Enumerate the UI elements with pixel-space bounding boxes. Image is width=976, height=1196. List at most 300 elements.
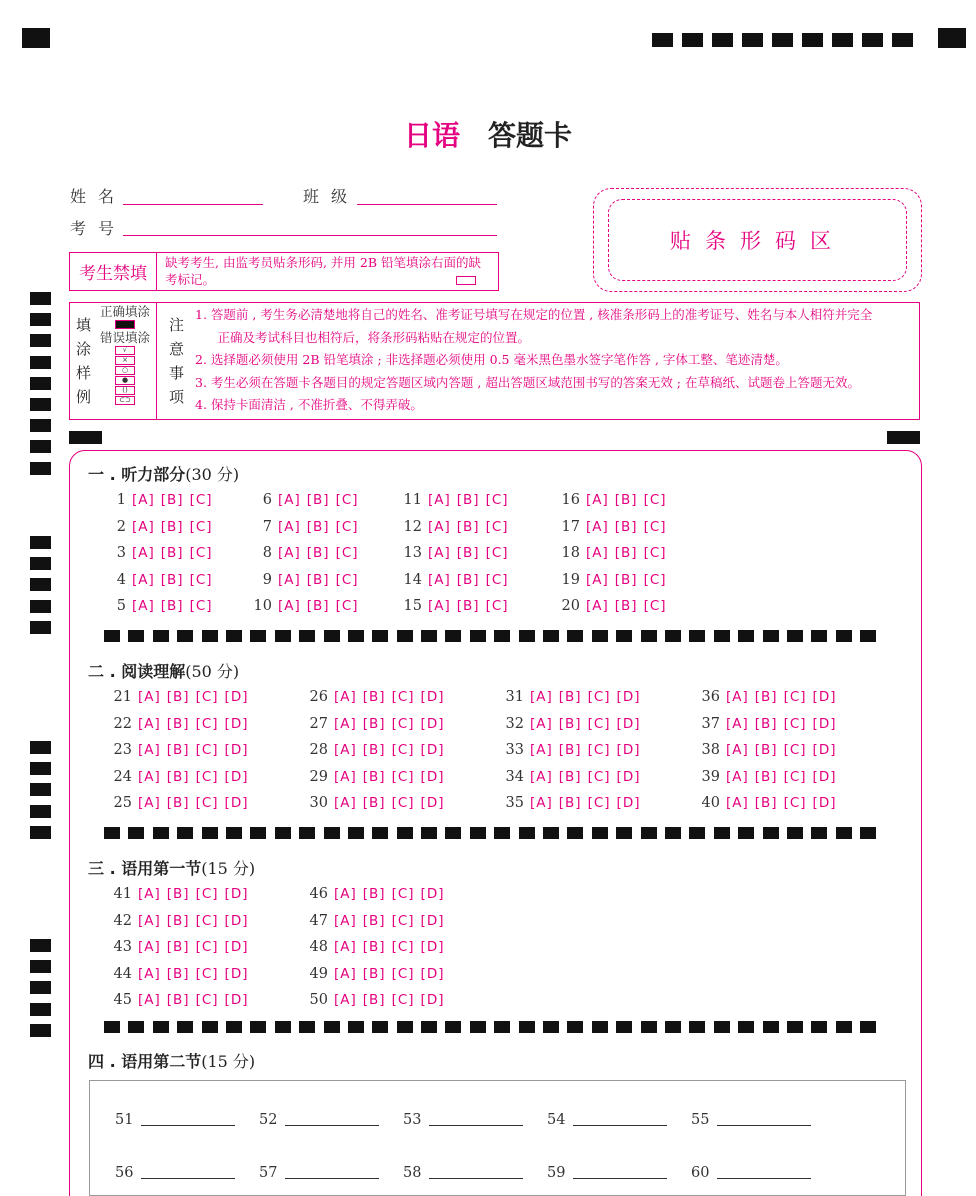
separator-mark bbox=[299, 630, 315, 642]
answer-line[interactable] bbox=[429, 1178, 523, 1179]
answer-line[interactable] bbox=[285, 1178, 379, 1179]
separator-mark bbox=[665, 827, 681, 839]
answer-line[interactable] bbox=[429, 1125, 523, 1126]
option-d-bubble[interactable]: [D] bbox=[812, 742, 837, 758]
separator-mark bbox=[299, 827, 315, 839]
option-a-bubble[interactable]: [A] bbox=[530, 742, 553, 758]
option-b-bubble[interactable]: [B] bbox=[456, 571, 480, 588]
option-d-bubble[interactable]: [D] bbox=[616, 689, 641, 705]
timing-mark bbox=[30, 1024, 51, 1037]
timing-mark bbox=[30, 762, 51, 775]
question-number: 45 bbox=[113, 992, 132, 1008]
option-a-bubble[interactable]: [A] bbox=[586, 598, 609, 614]
option-a-bubble[interactable]: [A] bbox=[278, 571, 301, 588]
separator-mark bbox=[836, 1021, 852, 1033]
option-a-bubble[interactable]: [A] bbox=[138, 742, 161, 758]
separator-mark bbox=[811, 827, 827, 839]
separator-mark bbox=[689, 630, 705, 642]
wrong-mark: ○ bbox=[115, 366, 135, 375]
option-b-bubble[interactable]: [B] bbox=[362, 795, 386, 811]
question-35 bbox=[496, 795, 640, 811]
option-d-bubble[interactable]: [D] bbox=[420, 992, 445, 1008]
option-a-bubble[interactable]: [A] bbox=[726, 795, 749, 811]
option-c-bubble[interactable]: [C] bbox=[391, 768, 415, 785]
option-d-bubble[interactable]: [D] bbox=[420, 715, 445, 732]
option-b-bubble[interactable]: [B] bbox=[306, 598, 330, 614]
question-number: 11 bbox=[403, 492, 422, 508]
separator-mark bbox=[665, 1021, 681, 1033]
option-d-bubble[interactable]: [D] bbox=[616, 795, 641, 811]
separator-mark bbox=[421, 1021, 437, 1033]
option-a-bubble[interactable]: [A] bbox=[132, 518, 155, 535]
separator-mark bbox=[738, 630, 754, 642]
timing-mark bbox=[22, 28, 50, 48]
wrong-mark: ● bbox=[115, 376, 135, 385]
option-d-bubble[interactable]: [D] bbox=[224, 715, 249, 732]
separator-mark bbox=[763, 827, 779, 839]
separator-mark bbox=[226, 1021, 242, 1033]
option-b-bubble[interactable]: [B] bbox=[456, 518, 480, 535]
option-a-bubble[interactable]: [A] bbox=[428, 571, 451, 588]
option-a-bubble[interactable]: [A] bbox=[334, 992, 357, 1008]
question-number: 8 bbox=[262, 545, 272, 561]
option-b-bubble[interactable]: [B] bbox=[306, 492, 330, 508]
separator-mark bbox=[275, 827, 291, 839]
separator-mark bbox=[128, 1021, 144, 1033]
timing-mark bbox=[682, 33, 703, 47]
option-c-bubble[interactable]: [C] bbox=[391, 715, 415, 732]
option-b-bubble[interactable]: [B] bbox=[456, 492, 480, 508]
option-d-bubble[interactable]: [D] bbox=[224, 689, 249, 705]
option-c-bubble[interactable]: [C] bbox=[195, 992, 219, 1008]
option-a-bubble[interactable]: [A] bbox=[334, 965, 357, 982]
option-b-bubble[interactable]: [B] bbox=[362, 689, 386, 705]
option-b-bubble[interactable]: [B] bbox=[558, 715, 582, 732]
option-b-bubble[interactable]: [B] bbox=[754, 715, 778, 732]
option-b-bubble[interactable]: [B] bbox=[160, 598, 184, 614]
option-b-bubble[interactable]: [B] bbox=[558, 795, 582, 811]
question-number: 53 bbox=[403, 1112, 422, 1128]
separator-mark bbox=[250, 630, 266, 642]
option-c-bubble[interactable]: [C] bbox=[643, 598, 667, 614]
exam-no-field[interactable] bbox=[123, 235, 497, 236]
option-b-bubble[interactable]: [B] bbox=[614, 598, 638, 614]
question-number: 60 bbox=[691, 1165, 710, 1181]
option-b-bubble[interactable]: [B] bbox=[362, 742, 386, 758]
option-a-bubble[interactable]: [A] bbox=[726, 742, 749, 758]
option-d-bubble[interactable]: [D] bbox=[812, 715, 837, 732]
separator-mark bbox=[250, 1021, 266, 1033]
option-c-bubble[interactable]: [C] bbox=[195, 939, 219, 955]
option-c-bubble[interactable]: [C] bbox=[391, 742, 415, 758]
separator-mark bbox=[543, 630, 559, 642]
option-b-bubble[interactable]: [B] bbox=[362, 768, 386, 785]
option-a-bubble[interactable]: [A] bbox=[132, 545, 155, 561]
answer-line[interactable] bbox=[141, 1178, 235, 1179]
option-a-bubble[interactable]: [A] bbox=[334, 715, 357, 732]
question-number: 41 bbox=[113, 886, 132, 902]
option-b-bubble[interactable]: [B] bbox=[754, 689, 778, 705]
option-a-bubble[interactable]: [A] bbox=[726, 689, 749, 705]
separator-mark bbox=[592, 1021, 608, 1033]
option-b-bubble[interactable]: [B] bbox=[166, 715, 190, 732]
option-d-bubble[interactable]: [D] bbox=[420, 886, 445, 902]
option-a-bubble[interactable]: [A] bbox=[132, 492, 155, 508]
answer-line[interactable] bbox=[717, 1178, 811, 1179]
option-c-bubble[interactable]: [C] bbox=[783, 689, 807, 705]
option-c-bubble[interactable]: [C] bbox=[189, 545, 213, 561]
option-b-bubble[interactable]: [B] bbox=[558, 768, 582, 785]
option-c-bubble[interactable]: [C] bbox=[783, 715, 807, 732]
option-b-bubble[interactable]: [B] bbox=[166, 992, 190, 1008]
fill-in-question-56 bbox=[115, 1165, 235, 1181]
timing-mark bbox=[30, 600, 51, 613]
question-number: 54 bbox=[547, 1112, 566, 1128]
option-a-bubble[interactable]: [A] bbox=[586, 571, 609, 588]
option-c-bubble[interactable]: [C] bbox=[189, 518, 213, 535]
option-a-bubble[interactable]: [A] bbox=[428, 518, 451, 535]
option-c-bubble[interactable]: [C] bbox=[195, 768, 219, 785]
option-a-bubble[interactable]: [A] bbox=[278, 492, 301, 508]
option-c-bubble[interactable]: [C] bbox=[643, 545, 667, 561]
question-32 bbox=[496, 716, 640, 732]
timing-mark bbox=[887, 431, 920, 444]
option-b-bubble[interactable]: [B] bbox=[362, 939, 386, 955]
option-a-bubble[interactable]: [A] bbox=[278, 598, 301, 614]
option-a-bubble[interactable]: [A] bbox=[138, 992, 161, 1008]
option-c-bubble[interactable]: [C] bbox=[587, 742, 611, 758]
option-a-bubble[interactable]: [A] bbox=[278, 545, 301, 561]
option-c-bubble[interactable]: [C] bbox=[391, 886, 415, 902]
option-c-bubble[interactable]: [C] bbox=[391, 795, 415, 811]
separator-mark bbox=[372, 1021, 388, 1033]
option-d-bubble[interactable]: [D] bbox=[224, 912, 249, 929]
option-d-bubble[interactable]: [D] bbox=[420, 742, 445, 758]
option-b-bubble[interactable]: [B] bbox=[166, 742, 190, 758]
option-a-bubble[interactable]: [A] bbox=[132, 571, 155, 588]
option-b-bubble[interactable]: [B] bbox=[362, 715, 386, 732]
option-a-bubble[interactable]: [A] bbox=[530, 768, 553, 785]
separator-mark bbox=[421, 630, 437, 642]
wrong-mark: √ bbox=[115, 346, 135, 355]
option-c-bubble[interactable]: [C] bbox=[587, 715, 611, 732]
option-a-bubble[interactable]: [A] bbox=[428, 598, 451, 614]
separator-mark bbox=[202, 1021, 218, 1033]
option-b-bubble[interactable]: [B] bbox=[614, 492, 638, 508]
option-c-bubble[interactable]: [C] bbox=[335, 598, 359, 614]
option-a-bubble[interactable]: [A] bbox=[428, 545, 451, 561]
question-9 bbox=[250, 572, 359, 588]
option-a-bubble[interactable]: [A] bbox=[278, 518, 301, 535]
option-c-bubble[interactable]: [C] bbox=[485, 598, 509, 614]
timing-mark bbox=[30, 783, 51, 796]
option-c-bubble[interactable]: [C] bbox=[485, 545, 509, 561]
timing-mark bbox=[30, 557, 51, 570]
question-number: 28 bbox=[309, 742, 328, 758]
timing-mark bbox=[30, 462, 51, 475]
option-c-bubble[interactable]: [C] bbox=[485, 518, 509, 535]
option-d-bubble[interactable]: [D] bbox=[812, 689, 837, 705]
option-d-bubble[interactable]: [D] bbox=[616, 715, 641, 732]
option-b-bubble[interactable]: [B] bbox=[166, 965, 190, 982]
option-c-bubble[interactable]: [C] bbox=[335, 492, 359, 508]
option-c-bubble[interactable]: [C] bbox=[195, 912, 219, 929]
question-36 bbox=[692, 689, 836, 705]
option-c-bubble[interactable]: [C] bbox=[391, 939, 415, 955]
answer-line[interactable] bbox=[573, 1178, 667, 1179]
option-c-bubble[interactable]: [C] bbox=[189, 598, 213, 614]
timing-mark bbox=[938, 28, 966, 48]
question-1 bbox=[104, 492, 213, 508]
question-number: 39 bbox=[701, 768, 720, 785]
separator-mark bbox=[397, 827, 413, 839]
fill-in-question-58 bbox=[403, 1165, 523, 1181]
separator-marks bbox=[104, 827, 876, 839]
option-c-bubble[interactable]: [C] bbox=[485, 571, 509, 588]
timing-mark bbox=[742, 33, 763, 47]
option-c-bubble[interactable]: [C] bbox=[391, 689, 415, 705]
option-b-bubble[interactable]: [B] bbox=[614, 545, 638, 561]
option-c-bubble[interactable]: [C] bbox=[643, 571, 667, 588]
option-c-bubble[interactable]: [C] bbox=[643, 518, 667, 535]
timing-mark bbox=[30, 334, 51, 347]
question-22 bbox=[104, 716, 248, 732]
option-b-bubble[interactable]: [B] bbox=[306, 571, 330, 588]
question-number: 52 bbox=[259, 1112, 278, 1128]
option-b-bubble[interactable]: [B] bbox=[166, 768, 190, 785]
separator-mark bbox=[616, 1021, 632, 1033]
question-number: 26 bbox=[309, 689, 328, 705]
option-d-bubble[interactable]: [D] bbox=[420, 939, 445, 955]
answer-line[interactable] bbox=[141, 1125, 235, 1126]
option-c-bubble[interactable]: [C] bbox=[335, 571, 359, 588]
option-d-bubble[interactable]: [D] bbox=[224, 886, 249, 902]
option-c-bubble[interactable]: [C] bbox=[587, 795, 611, 811]
option-a-bubble[interactable]: [A] bbox=[138, 768, 161, 785]
option-c-bubble[interactable]: [C] bbox=[195, 965, 219, 982]
separator-mark bbox=[177, 827, 193, 839]
answer-line[interactable] bbox=[285, 1125, 379, 1126]
option-b-bubble[interactable]: [B] bbox=[362, 886, 386, 902]
option-c-bubble[interactable]: [C] bbox=[335, 518, 359, 535]
separator-mark bbox=[714, 827, 730, 839]
separator-mark bbox=[226, 630, 242, 642]
option-c-bubble[interactable]: [C] bbox=[643, 492, 667, 508]
separator-mark bbox=[324, 630, 340, 642]
page-title: 日语 答题卡 bbox=[403, 119, 573, 152]
option-a-bubble[interactable]: [A] bbox=[428, 492, 451, 508]
option-b-bubble[interactable]: [B] bbox=[558, 689, 582, 705]
separator-mark bbox=[348, 1021, 364, 1033]
option-d-bubble[interactable]: [D] bbox=[616, 742, 641, 758]
question-6 bbox=[250, 492, 359, 508]
option-b-bubble[interactable]: [B] bbox=[558, 742, 582, 758]
class-field[interactable] bbox=[357, 204, 497, 205]
timing-mark bbox=[862, 33, 883, 47]
option-c-bubble[interactable]: [C] bbox=[485, 492, 509, 508]
note-item: 4. 保持卡面清洁 , 不准折叠、不得弄破。 bbox=[195, 397, 423, 412]
separator-mark bbox=[275, 1021, 291, 1033]
option-d-bubble[interactable]: [D] bbox=[420, 795, 445, 811]
option-b-bubble[interactable]: [B] bbox=[754, 742, 778, 758]
question-16 bbox=[558, 492, 667, 508]
option-b-bubble[interactable]: [B] bbox=[754, 768, 778, 785]
option-d-bubble[interactable]: [D] bbox=[224, 965, 249, 982]
option-b-bubble[interactable]: [B] bbox=[754, 795, 778, 811]
option-a-bubble[interactable]: [A] bbox=[132, 598, 155, 614]
option-a-bubble[interactable]: [A] bbox=[334, 939, 357, 955]
option-d-bubble[interactable]: [D] bbox=[224, 768, 249, 785]
option-a-bubble[interactable]: [A] bbox=[726, 768, 749, 785]
question-number: 42 bbox=[113, 912, 132, 929]
option-c-bubble[interactable]: [C] bbox=[195, 886, 219, 902]
option-a-bubble[interactable]: [A] bbox=[586, 545, 609, 561]
option-c-bubble[interactable]: [C] bbox=[391, 992, 415, 1008]
option-b-bubble[interactable]: [B] bbox=[160, 518, 184, 535]
option-a-bubble[interactable]: [A] bbox=[334, 886, 357, 902]
option-b-bubble[interactable]: [B] bbox=[166, 689, 190, 705]
option-c-bubble[interactable]: [C] bbox=[783, 742, 807, 758]
question-44 bbox=[104, 966, 248, 982]
answer-line[interactable] bbox=[573, 1125, 667, 1126]
option-d-bubble[interactable]: [D] bbox=[812, 795, 837, 811]
option-b-bubble[interactable]: [B] bbox=[166, 912, 190, 929]
option-d-bubble[interactable]: [D] bbox=[224, 742, 249, 758]
separator-mark bbox=[836, 630, 852, 642]
option-a-bubble[interactable]: [A] bbox=[334, 795, 357, 811]
option-c-bubble[interactable]: [C] bbox=[195, 795, 219, 811]
option-c-bubble[interactable]: [C] bbox=[189, 571, 213, 588]
option-d-bubble[interactable]: [D] bbox=[420, 965, 445, 982]
option-b-bubble[interactable]: [B] bbox=[456, 598, 480, 614]
option-d-bubble[interactable]: [D] bbox=[224, 992, 249, 1008]
option-d-bubble[interactable]: [D] bbox=[812, 768, 837, 785]
question-number: 25 bbox=[113, 795, 132, 811]
question-number: 47 bbox=[309, 912, 328, 929]
option-c-bubble[interactable]: [C] bbox=[195, 689, 219, 705]
option-b-bubble[interactable]: [B] bbox=[160, 492, 184, 508]
note-item: 3. 考生必须在答题卡各题目的规定答题区域内答题 , 超出答题区域范围书写的答案无效 ; 在草稿纸、试题卷上答题无效。 bbox=[195, 374, 860, 390]
absent-mark-box[interactable] bbox=[456, 276, 476, 285]
option-d-bubble[interactable]: [D] bbox=[420, 689, 445, 705]
name-field[interactable] bbox=[123, 204, 263, 205]
question-33 bbox=[496, 742, 640, 758]
option-b-bubble[interactable]: [B] bbox=[166, 886, 190, 902]
question-number: 58 bbox=[403, 1165, 422, 1181]
option-b-bubble[interactable]: [B] bbox=[362, 912, 386, 929]
option-a-bubble[interactable]: [A] bbox=[586, 492, 609, 508]
option-d-bubble[interactable]: [D] bbox=[224, 939, 249, 955]
answer-line[interactable] bbox=[717, 1125, 811, 1126]
option-c-bubble[interactable]: [C] bbox=[335, 545, 359, 561]
question-40 bbox=[692, 795, 836, 811]
option-a-bubble[interactable]: [A] bbox=[334, 742, 357, 758]
absent-text: 缺考考生, 由监考员贴条形码, 并用 2B 铅笔填涂右面的缺考标记。 bbox=[165, 255, 481, 287]
separator-mark bbox=[787, 827, 803, 839]
option-d-bubble[interactable]: [D] bbox=[420, 912, 445, 929]
question-number: 33 bbox=[505, 742, 524, 758]
wrong-label: 错误填涂 bbox=[99, 330, 150, 345]
question-28 bbox=[300, 742, 444, 758]
separator-mark bbox=[567, 827, 583, 839]
option-c-bubble[interactable]: [C] bbox=[391, 912, 415, 929]
option-c-bubble[interactable]: [C] bbox=[195, 715, 219, 732]
option-a-bubble[interactable]: [A] bbox=[138, 912, 161, 929]
option-a-bubble[interactable]: [A] bbox=[138, 886, 161, 902]
question-number: 55 bbox=[691, 1112, 710, 1128]
option-a-bubble[interactable]: [A] bbox=[138, 795, 161, 811]
separator-mark bbox=[714, 630, 730, 642]
option-b-bubble[interactable]: [B] bbox=[306, 518, 330, 535]
option-b-bubble[interactable]: [B] bbox=[362, 965, 386, 982]
option-c-bubble[interactable]: [C] bbox=[189, 492, 213, 508]
question-number: 4 bbox=[116, 571, 126, 588]
option-a-bubble[interactable]: [A] bbox=[586, 518, 609, 535]
separator-mark bbox=[348, 827, 364, 839]
separator-mark bbox=[445, 630, 461, 642]
option-a-bubble[interactable]: [A] bbox=[530, 689, 553, 705]
option-d-bubble[interactable]: [D] bbox=[616, 768, 641, 785]
option-a-bubble[interactable]: [A] bbox=[334, 768, 357, 785]
option-b-bubble[interactable]: [B] bbox=[362, 992, 386, 1008]
option-b-bubble[interactable]: [B] bbox=[306, 545, 330, 561]
question-29 bbox=[300, 769, 444, 785]
separator-mark bbox=[470, 630, 486, 642]
separator-mark bbox=[153, 630, 169, 642]
option-a-bubble[interactable]: [A] bbox=[138, 939, 161, 955]
separator-mark bbox=[397, 630, 413, 642]
question-50 bbox=[300, 992, 444, 1008]
option-a-bubble[interactable]: [A] bbox=[530, 715, 553, 732]
option-b-bubble[interactable]: [B] bbox=[614, 571, 638, 588]
question-number: 44 bbox=[113, 965, 132, 982]
option-b-bubble[interactable]: [B] bbox=[166, 795, 190, 811]
option-b-bubble[interactable]: [B] bbox=[614, 518, 638, 535]
option-c-bubble[interactable]: [C] bbox=[783, 768, 807, 785]
option-b-bubble[interactable]: [B] bbox=[160, 545, 184, 561]
wrong-mark: × bbox=[115, 356, 135, 365]
question-number: 24 bbox=[113, 768, 132, 785]
question-38 bbox=[692, 742, 836, 758]
option-b-bubble[interactable]: [B] bbox=[160, 571, 184, 588]
option-a-bubble[interactable]: [A] bbox=[726, 715, 749, 732]
option-a-bubble[interactable]: [A] bbox=[334, 689, 357, 705]
option-d-bubble[interactable]: [D] bbox=[224, 795, 249, 811]
option-a-bubble[interactable]: [A] bbox=[138, 689, 161, 705]
separator-mark bbox=[324, 827, 340, 839]
option-b-bubble[interactable]: [B] bbox=[456, 545, 480, 561]
separator-mark bbox=[689, 1021, 705, 1033]
option-c-bubble[interactable]: [C] bbox=[587, 689, 611, 705]
option-a-bubble[interactable]: [A] bbox=[530, 795, 553, 811]
option-c-bubble[interactable]: [C] bbox=[195, 742, 219, 758]
barcode-area: 贴条形码区 bbox=[593, 188, 922, 292]
separator-mark bbox=[494, 1021, 510, 1033]
question-number: 32 bbox=[505, 715, 524, 732]
separator-mark bbox=[177, 630, 193, 642]
option-a-bubble[interactable]: [A] bbox=[334, 912, 357, 929]
notes-list bbox=[195, 303, 919, 419]
option-c-bubble[interactable]: [C] bbox=[391, 965, 415, 982]
option-c-bubble[interactable]: [C] bbox=[587, 768, 611, 785]
separator-mark bbox=[519, 1021, 535, 1033]
option-c-bubble[interactable]: [C] bbox=[783, 795, 807, 811]
option-a-bubble[interactable]: [A] bbox=[138, 715, 161, 732]
option-d-bubble[interactable]: [D] bbox=[420, 768, 445, 785]
question-number: 51 bbox=[115, 1112, 134, 1128]
option-a-bubble[interactable]: [A] bbox=[138, 965, 161, 982]
option-b-bubble[interactable]: [B] bbox=[166, 939, 190, 955]
